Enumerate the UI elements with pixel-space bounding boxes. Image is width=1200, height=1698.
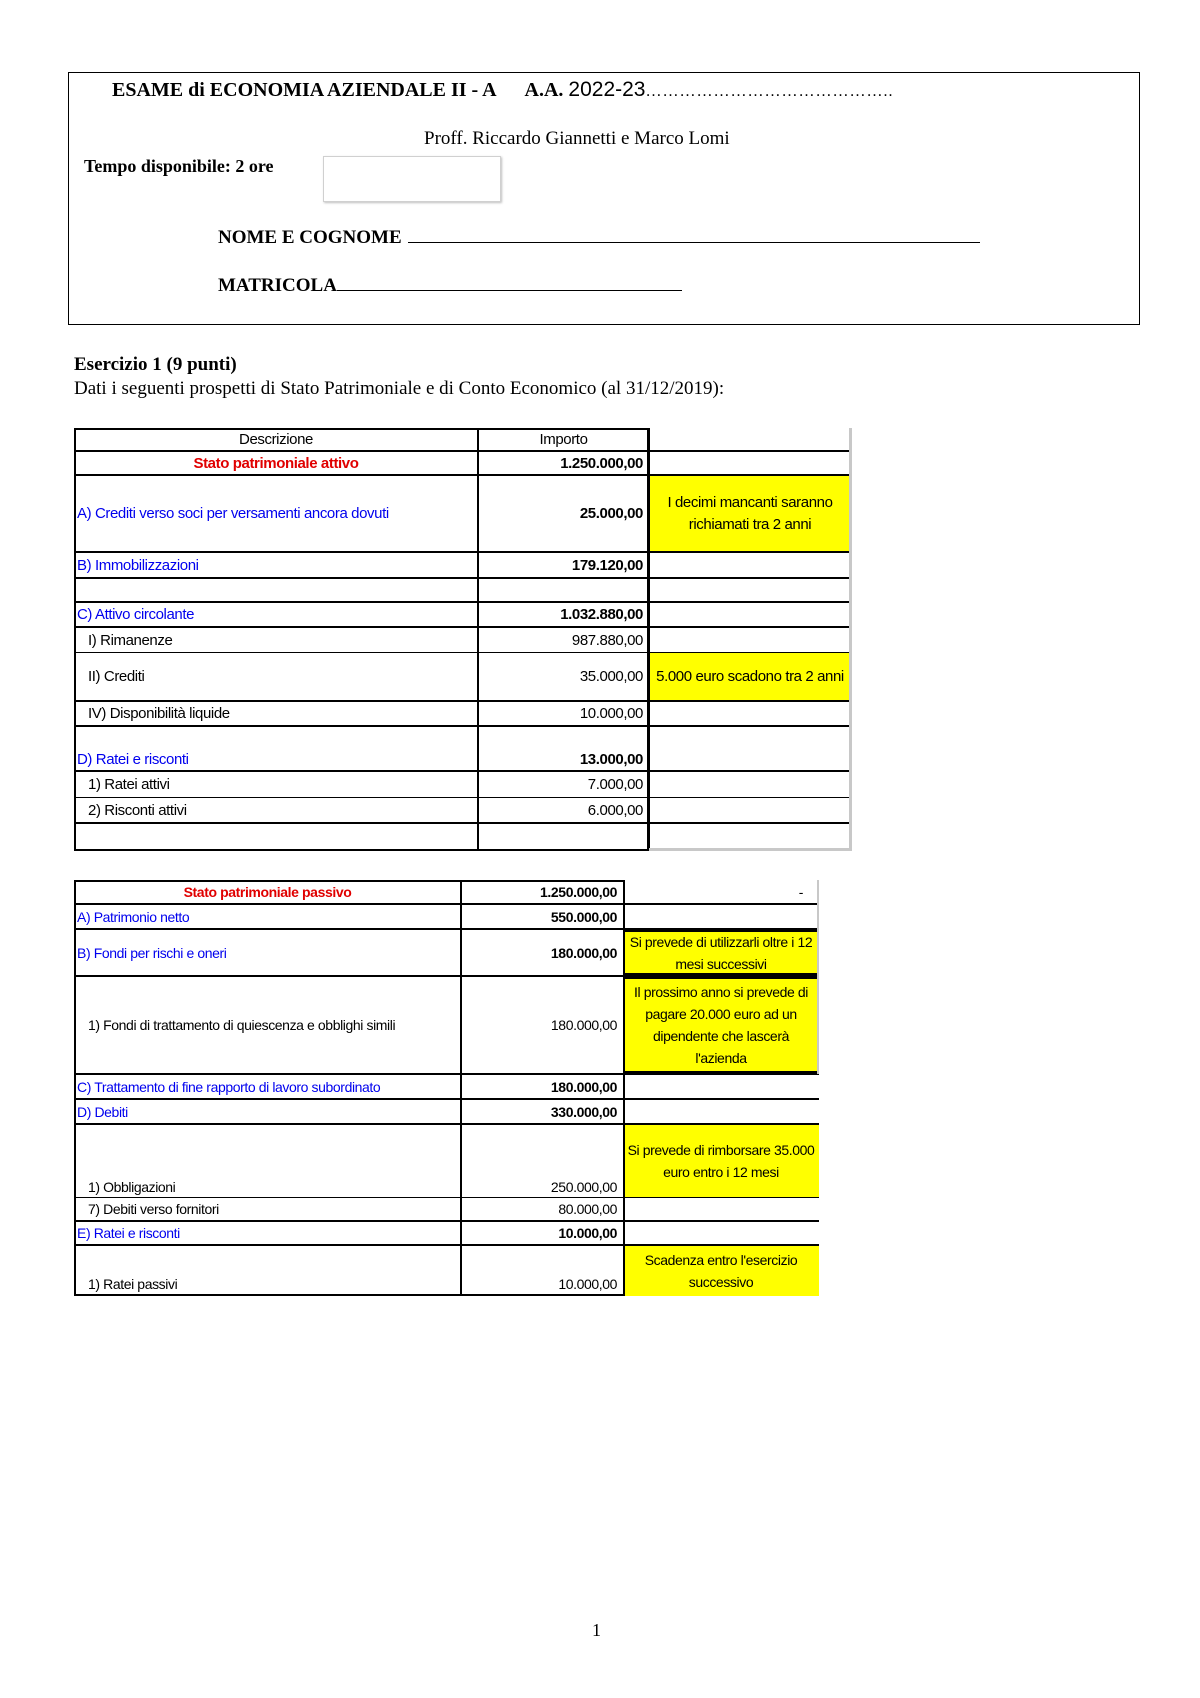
row-amount: 10.000,00: [579, 705, 643, 722]
note-column-border: [649, 848, 851, 851]
table-row: [74, 772, 851, 798]
name-row: [218, 226, 980, 249]
table-row: [74, 1075, 819, 1100]
table-note: [649, 824, 851, 851]
table-row: [74, 1100, 819, 1125]
row-amount: 179.120,00: [571, 556, 643, 574]
row-description: B) Immobilizzazioni: [77, 556, 199, 574]
row-description: 1) Fondi di trattamento di quiescenza e obblighi simili: [88, 1017, 396, 1033]
table-row: [74, 798, 851, 824]
table-note: [649, 603, 851, 626]
row-description: IV) Disponibilità liquide: [88, 705, 230, 722]
row-amount: 7.000,00: [587, 776, 643, 793]
row-amount: 6.000,00: [587, 801, 643, 819]
row-amount: 550.000,00: [550, 908, 617, 925]
table-row: [74, 476, 851, 553]
table-note: [649, 579, 851, 601]
table-note: [623, 1100, 819, 1123]
time-input-box[interactable]: [323, 156, 501, 202]
row-amount: 1.032.880,00: [560, 606, 643, 623]
table-row: [74, 1222, 819, 1246]
exam-title: [112, 78, 894, 102]
passivo-table: [74, 880, 819, 1296]
row-description: C) Trattamento di fine rapporto di lavoro subordinato: [77, 1078, 381, 1095]
row-description: A) Patrimonio netto: [77, 908, 190, 925]
matricola-label: MATRICOLA: [218, 275, 337, 296]
row-description: C) Attivo circolante: [77, 606, 195, 623]
table-row: [74, 727, 851, 772]
row-description: B) Fondi per rischi e oneri: [77, 944, 227, 961]
table-row: [74, 452, 851, 476]
table-note: [649, 428, 851, 450]
professors: Proff. Riccardo Giannetti e Marco Lomi: [424, 128, 730, 149]
table-note: I decimi mancanti saranno richiamati tra 2 anni: [649, 476, 851, 551]
table-note: Il prossimo anno si prevede di pagare 20.000 euro ad un dipendente che lascerà l'azienda: [623, 977, 819, 1073]
table-note: Si prevede di utilizzarli oltre i 12 mesi successivi: [623, 930, 819, 975]
row-description: 1) Obbligazioni: [88, 1179, 176, 1195]
row-amount: 180.000,00: [550, 944, 617, 961]
row-amount: 35.000,00: [579, 668, 643, 685]
row-amount: 987.880,00: [571, 631, 643, 649]
table-note: [649, 628, 851, 652]
table-row: [74, 1246, 819, 1296]
row-description: [74, 824, 478, 851]
row-amount: [478, 579, 649, 601]
table-note: [649, 452, 851, 474]
column-divider: [477, 428, 479, 851]
row-amount: 10.000,00: [558, 1276, 617, 1292]
note-column-border: [849, 428, 852, 851]
column-divider: [460, 880, 462, 1296]
col-amount-header: Importo: [539, 430, 588, 448]
table-note: [649, 702, 851, 725]
table-row: [74, 824, 851, 851]
table-row: [74, 628, 851, 653]
table-row: [74, 553, 851, 579]
table-row: [74, 579, 851, 603]
row-amount: 10.000,00: [558, 1225, 617, 1241]
table-row: [74, 603, 851, 628]
row-amount: 180.000,00: [550, 1078, 617, 1095]
row-description: D) Ratei e risconti: [77, 751, 189, 768]
row-amount: 250.000,00: [550, 1179, 617, 1195]
row-description: 7) Debiti verso fornitori: [88, 1201, 219, 1217]
exam-title-text: ESAME di ECONOMIA AZIENDALE II - A: [112, 79, 497, 101]
table-note: Scadenza entro l'esercizio successivo: [623, 1246, 819, 1296]
row-amount: [478, 824, 649, 851]
row-amount: 1.250.000,00: [540, 883, 617, 900]
table-note: -: [798, 883, 803, 900]
row-description: D) Debiti: [77, 1103, 128, 1120]
table-row: [74, 1125, 819, 1198]
row-description: 2) Risconti attivi: [88, 801, 187, 819]
row-amount: 80.000,00: [558, 1201, 617, 1217]
row-description: Stato patrimoniale passivo: [183, 883, 352, 900]
row-description: II) Crediti: [88, 668, 145, 685]
table-row: [74, 977, 819, 1075]
row-description: 1) Ratei passivi: [88, 1276, 178, 1292]
table-row: [74, 905, 819, 930]
column-divider: [649, 428, 650, 851]
exercise-title: Esercizio 1 (9 punti): [74, 354, 237, 375]
row-amount: 13.000,00: [579, 751, 643, 768]
name-label: NOME E COGNOME: [218, 227, 402, 248]
aa-label: A.A.: [524, 79, 564, 101]
row-description: Stato patrimoniale attivo: [193, 454, 359, 472]
table-note: 5.000 euro scadono tra 2 anni: [649, 653, 851, 700]
table-note: [623, 1222, 819, 1244]
row-description: [74, 579, 478, 601]
page-number: 1: [592, 1620, 601, 1640]
table-row: [74, 702, 851, 727]
table-row: [74, 880, 819, 905]
table-note: Si prevede di rimborsare 35.000 euro entro i 12 mesi: [623, 1125, 819, 1197]
row-amount: 25.000,00: [579, 505, 643, 522]
row-description: E) Ratei e risconti: [77, 1225, 180, 1241]
table-note: [623, 1075, 819, 1098]
name-input-line[interactable]: [408, 226, 980, 243]
row-description: 1) Ratei attivi: [88, 776, 170, 793]
column-divider: [623, 880, 625, 1296]
row-description: I) Rimanenze: [88, 631, 173, 649]
table-note: [649, 772, 851, 797]
table-note: [623, 1198, 819, 1220]
time-label: Tempo disponibile: 2 ore: [84, 156, 274, 176]
table-row: [74, 930, 819, 977]
col-description-header: Descrizione: [239, 430, 313, 448]
table-row: [74, 1198, 819, 1222]
table-note: [623, 905, 819, 928]
table-row: [74, 653, 851, 702]
row-amount: 180.000,00: [550, 1017, 617, 1033]
table-note: [649, 553, 851, 577]
table-note: [649, 727, 851, 770]
attivo-table: [74, 428, 851, 851]
exercise-description: Dati i seguenti prospetti di Stato Patrimoniale e di Conto Economico (al 31/12/2019):: [74, 378, 725, 399]
row-description: A) Crediti verso soci per versamenti ancora dovuti: [77, 505, 389, 522]
row-amount: 330.000,00: [550, 1103, 617, 1120]
title-dots: ……………………………………..: [645, 83, 894, 100]
table-header-row: [74, 428, 851, 452]
table-note: [649, 798, 851, 822]
matricola-row: [218, 274, 682, 297]
note-column-border: [817, 880, 819, 1074]
academic-year: 2022-23: [568, 78, 646, 101]
matricola-input-line[interactable]: [337, 274, 682, 291]
row-amount: 1.250.000,00: [560, 454, 643, 472]
